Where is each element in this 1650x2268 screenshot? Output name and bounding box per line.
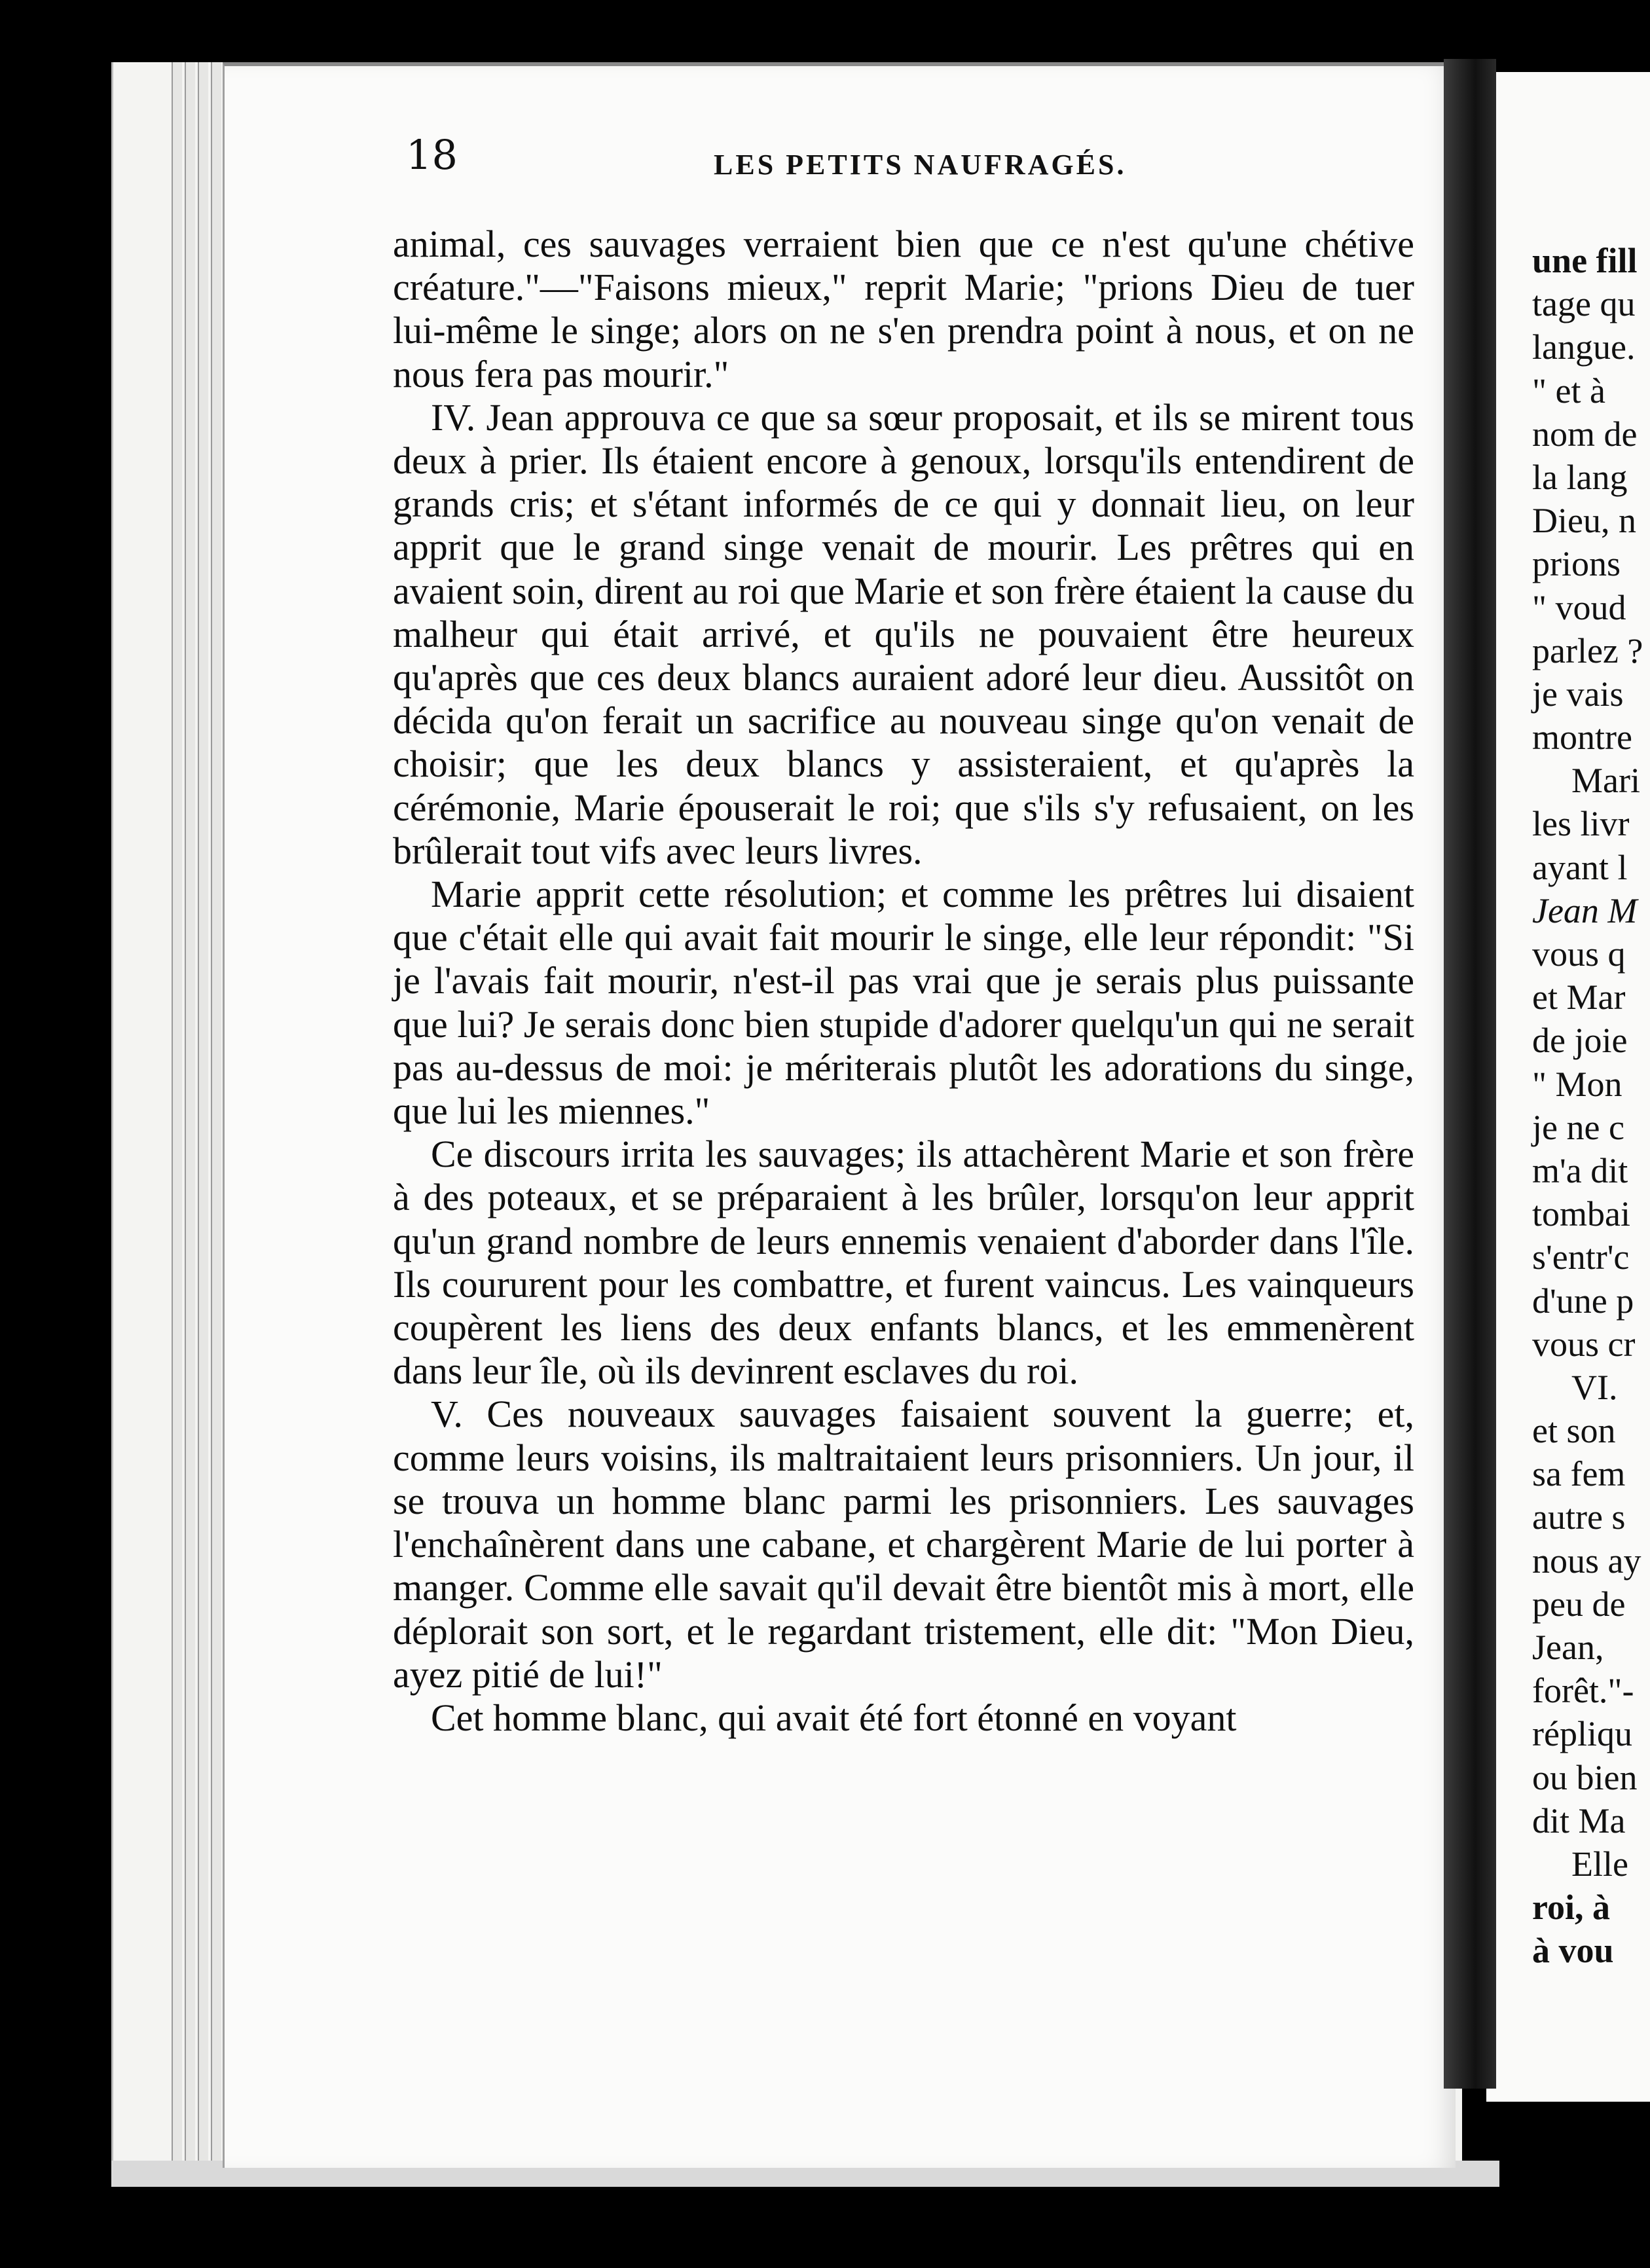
facing-page-line: autre s <box>1532 1497 1626 1537</box>
book-gutter <box>1444 59 1496 2089</box>
page-edge <box>185 62 195 2167</box>
paragraph-iv: IV. Jean approuva ce que sa sœur proposait, et ils se mirent tous deux à prier. Ils étaient encore à genoux, lorsqu'ils entendirent de grands cris; et s'étant informés de ce qui y donnait lieu, on leur apprit que le grand singe venait de mourir. Les prêtres qui en avaient soin, dirent au roi que Marie et son frère étaient la cause du malheur qui était arrivé, et qu'ils ne pouvaient être heureux qu'après que ces deux blancs auraient adoré leur dieu. Aussitôt on décida qu'on ferait un sacrifice au nouveau singe qu'on venait de choisir; que les deux blancs y assisteraient, et qu'après la cérémonie, Marie épouserait le roi; que s'ils s'y refusaient, on les brûlerait tout vifs avec leurs livres. <box>393 395 1414 872</box>
facing-page-line: tombai <box>1532 1194 1630 1234</box>
facing-page-line: répliqu <box>1532 1714 1632 1754</box>
facing-page-line: montre <box>1532 718 1632 758</box>
facing-page-line: les livr <box>1532 804 1630 844</box>
facing-page-line: je ne c <box>1532 1107 1624 1147</box>
facing-page-line: vous q <box>1532 934 1626 974</box>
paragraph-v: V. Ces nouveaux sauvages faisaient souvent la guerre; et, comme leurs voisins, ils maltraitaient leurs prisonniers. Un jour, il se trouva un homme blanc parmi les prisonniers. Les sauvages l'enchaînèrent dans une cabane, et chargèrent Marie de lui porter à manger. Comme elle savait qu'il devait être bientôt mis à mort, elle déplorait son sort, et le regardant tristement, elle dit: "Mon Dieu, ayez pitié de lui!" <box>393 1393 1414 1696</box>
facing-page-line: Jean M <box>1532 890 1638 930</box>
facing-page-line: Elle <box>1571 1844 1628 1884</box>
facing-page-line: vous cr <box>1532 1324 1636 1364</box>
facing-page-line: Jean, <box>1532 1628 1604 1667</box>
facing-page-line: et son <box>1532 1411 1616 1451</box>
paragraph: animal, ces sauvages verraient bien que ce n'est qu'une chétive créature."—"Faisons mieux," reprit Marie; "prions Dieu de tuer lui-même le singe; alors on ne s'en prendra point à nous, et on ne nous fera pas mourir." <box>393 223 1414 395</box>
paragraph: Cet homme blanc, qui avait été fort étonné en voyant <box>431 1696 1237 1739</box>
facing-page-line: ayant l <box>1532 847 1628 887</box>
facing-page-line: forêt."- <box>1532 1671 1634 1711</box>
facing-page-line: d'une p <box>1532 1281 1634 1321</box>
facing-page-line: langue. <box>1532 327 1636 367</box>
page-number: 18 <box>406 131 458 179</box>
facing-page-line: sa fem <box>1532 1454 1626 1494</box>
facing-page-line: ou bien <box>1532 1757 1638 1797</box>
facing-page-line: s'entr'c <box>1532 1237 1630 1277</box>
facing-page-line: de joie <box>1532 1021 1628 1061</box>
running-title: LES PETITS NAUFRAGÉS. <box>714 149 1127 181</box>
facing-page-line: roi, à <box>1532 1888 1610 1928</box>
facing-page-line: et Mar <box>1532 978 1626 1017</box>
facing-page-line: prions <box>1532 544 1621 584</box>
facing-page-line: " Mon <box>1532 1064 1622 1104</box>
facing-page-line: une fill <box>1532 241 1638 280</box>
paragraph: Marie apprit cette résolution; et comme les prêtres lui disaient que c'était elle qui avait fait mourir le singe, elle leur répondit: "Si je l'avais fait mourir, n'est-il pas vrai que je serais plus puissante que lui? Je serais donc bien stupide d'adorer quelqu'un qui ne serait pas au-dessus de moi: je mériterais plutôt les adorations du singe, que lui les miennes." <box>393 873 1414 1133</box>
facing-page-line: tage qu <box>1532 284 1636 324</box>
facing-page-text <box>1532 239 1650 1973</box>
facing-page-line: nous ay <box>1532 1541 1641 1581</box>
facing-page-line: peu de <box>1532 1584 1626 1624</box>
paragraph: Ce discours irrita les sauvages; ils attachèrent Marie et son frère à des poteaux, et se préparaient à les brûler, lorsqu'on leur apprit qu'un grand nombre de leurs ennemis venaient d'aborder dans l'île. Ils coururent pour les combattre, et furent vaincus. Les vainqueurs coupèrent les liens des deux enfants blancs, et les emmenèrent dans leur île, où ils devinrent esclaves du roi. <box>393 1133 1414 1393</box>
facing-page-line: VI. <box>1571 1367 1618 1407</box>
facing-page-line: parlez ? <box>1532 631 1643 670</box>
page-header <box>406 131 1414 183</box>
facing-page-line: " et à <box>1532 371 1605 411</box>
facing-page-line: nom de <box>1532 414 1638 454</box>
body-text <box>393 223 1414 1740</box>
facing-page-line: " voud <box>1532 587 1626 627</box>
facing-page-line: Dieu, n <box>1532 501 1636 541</box>
facing-page-line: je vais <box>1532 674 1624 714</box>
page-edge <box>211 62 221 2167</box>
facing-page-line: à vou <box>1532 1931 1614 1971</box>
page-edge <box>172 62 182 2167</box>
facing-page-line: Mari <box>1571 761 1640 801</box>
facing-page-line: dit Ma <box>1532 1801 1626 1840</box>
facing-page-line: m'a dit <box>1532 1150 1628 1190</box>
facing-page-line: la lang <box>1532 457 1628 497</box>
page-edge <box>198 62 208 2167</box>
